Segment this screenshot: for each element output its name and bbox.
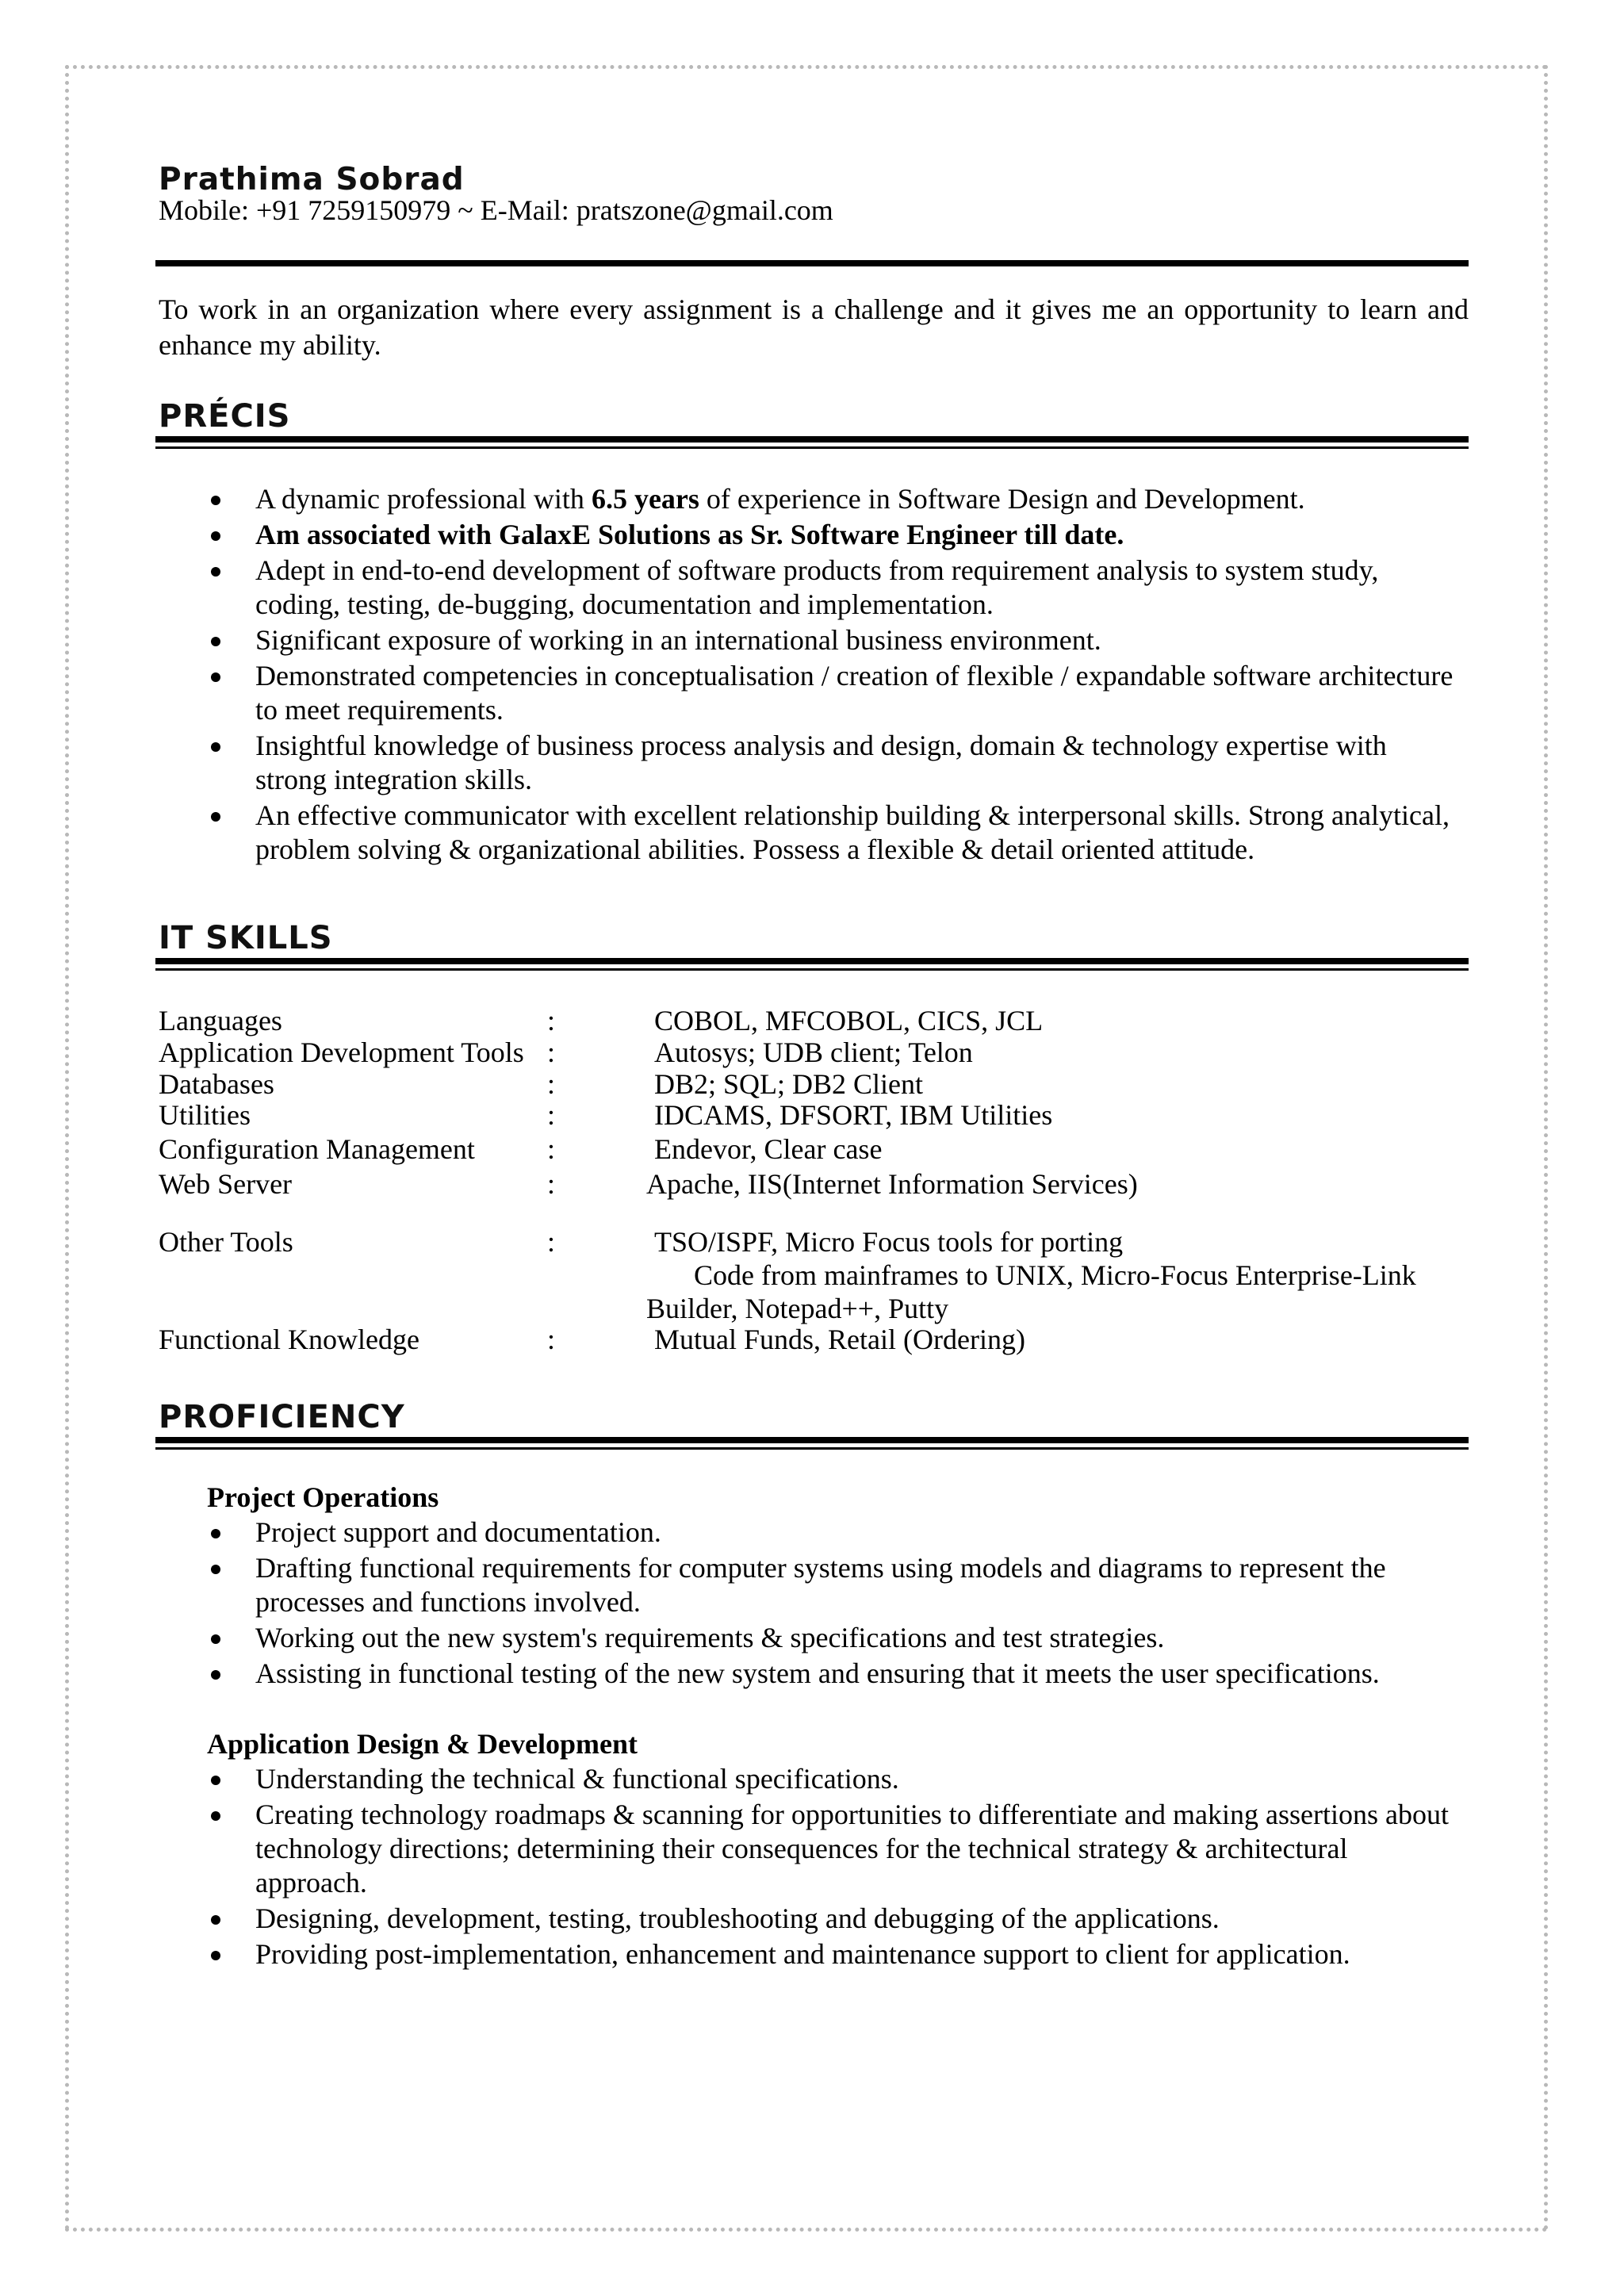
skill-value: DB2; SQL; DB2 Client xyxy=(654,1068,924,1100)
skill-value: Apache, IIS(Internet Information Services) xyxy=(646,1168,1138,1200)
candidate-name: Prathima Sobrad xyxy=(159,162,465,197)
list-item: Significant exposure of working in an international business environment. xyxy=(159,623,1459,657)
list-item: A dynamic professional with 6.5 years of experience in Software Design and Development. xyxy=(159,482,1459,516)
skill-separator: : xyxy=(547,1168,556,1200)
skill-separator: : xyxy=(547,1068,556,1100)
skill-row-databases xyxy=(159,1067,1475,1101)
skill-separator: : xyxy=(547,1226,556,1258)
skill-row-functional-knowledge xyxy=(159,1323,1475,1356)
list-item: Assisting in functional testing of the new system and ensuring that it meets the user specifications. xyxy=(159,1657,1459,1691)
skill-label: Functional Knowledge xyxy=(159,1324,419,1355)
skill-separator: : xyxy=(547,1036,556,1068)
list-item: Adept in end-to-end development of software products from requirement analysis to system study, coding, testing, de-bugging, documentation and implementation. xyxy=(159,554,1459,622)
skill-row-web-server xyxy=(159,1167,1475,1201)
skill-label: Databases xyxy=(159,1068,274,1100)
skill-label: Application Development Tools xyxy=(159,1036,524,1068)
skill-label: Configuration Management xyxy=(159,1133,475,1165)
skill-value: Endevor, Clear case xyxy=(654,1133,883,1165)
project-operations-list xyxy=(159,1515,1459,1692)
list-item: Providing post-implementation, enhancement and maintenance support to client for application. xyxy=(159,1937,1459,1971)
app-design-dev-list xyxy=(159,1762,1459,1973)
skill-label: Web Server xyxy=(159,1168,293,1200)
skill-value: COBOL, MFCOBOL, CICS, JCL xyxy=(654,1005,1044,1036)
list-item: Understanding the technical & functional specifications. xyxy=(159,1762,1459,1796)
header-divider xyxy=(155,260,1469,266)
proficiency-heading: PROFICIENCY xyxy=(159,1399,405,1435)
skill-row-config-mgmt xyxy=(159,1132,1475,1166)
other-tools-continued: Code from mainframes to UNIX, Micro-Focus Enterprise-Link Builder, Notepad++, Putty xyxy=(646,1259,1416,1324)
skill-label: Languages xyxy=(159,1005,282,1036)
list-item: Designing, development, testing, troubleshooting and debugging of the applications. xyxy=(159,1902,1459,1936)
skill-separator: : xyxy=(547,1324,556,1355)
precis-list xyxy=(159,482,1459,868)
skill-value: IDCAMS, DFSORT, IBM Utilities xyxy=(654,1099,1053,1131)
list-item: An effective communicator with excellent relationship building & interpersonal skills. Strong analytical, problem solving & organizational abilities. Possess a flexible & detail oriented attitude. xyxy=(159,799,1459,867)
skill-value: Mutual Funds, Retail (Ordering) xyxy=(654,1324,1025,1355)
list-item: Drafting functional requirements for computer systems using models and diagrams to represent the processes and functions involved. xyxy=(159,1551,1459,1619)
skill-row-utilities xyxy=(159,1098,1475,1132)
skill-separator: : xyxy=(547,1005,556,1036)
contact-line: Mobile: +91 7259150979 ~ E-Mail: pratszone@gmail.com xyxy=(159,194,833,226)
skill-label: Other Tools xyxy=(159,1226,293,1258)
list-item: Project support and documentation. xyxy=(159,1515,1459,1550)
group-title-app-design-dev: Application Design & Development xyxy=(207,1728,638,1760)
skill-label: Utilities xyxy=(159,1099,251,1131)
group-title-project-operations: Project Operations xyxy=(207,1481,439,1513)
list-item: Am associated with GalaxE Solutions as Sr. Software Engineer till date. xyxy=(159,518,1459,552)
list-item: Insightful knowledge of business process analysis and design, domain & technology expertise with strong integration skills. xyxy=(159,729,1459,797)
skill-row-languages xyxy=(159,1004,1475,1037)
proficiency-divider xyxy=(155,1437,1469,1450)
objective-text: To work in an organization where every assignment is a challenge and it gives me an opportunity to learn and enhance my ability. xyxy=(159,293,1469,361)
skill-value: TSO/ISPF, Micro Focus tools for porting xyxy=(654,1226,1124,1258)
precis-heading: PRÉCIS xyxy=(159,398,291,435)
it-skills-heading: IT SKILLS xyxy=(159,920,333,956)
list-item: Working out the new system's requirements & specifications and test strategies. xyxy=(159,1621,1459,1655)
list-item: Demonstrated competencies in conceptualisation / creation of flexible / expandable software architecture to meet requirements. xyxy=(159,659,1459,727)
list-item: Creating technology roadmaps & scanning for opportunities to differentiate and making assertions about technology directions; determining their consequences for the technical strategy & architectural approach. xyxy=(159,1798,1459,1900)
skill-separator: : xyxy=(547,1133,556,1165)
skill-value: Autosys; UDB client; Telon xyxy=(654,1036,973,1068)
precis-divider xyxy=(155,436,1469,449)
skill-separator: : xyxy=(547,1099,556,1131)
it-skills-divider xyxy=(155,958,1469,971)
skill-row-other-tools xyxy=(159,1225,1475,1259)
skill-row-app-dev-tools xyxy=(159,1036,1475,1069)
